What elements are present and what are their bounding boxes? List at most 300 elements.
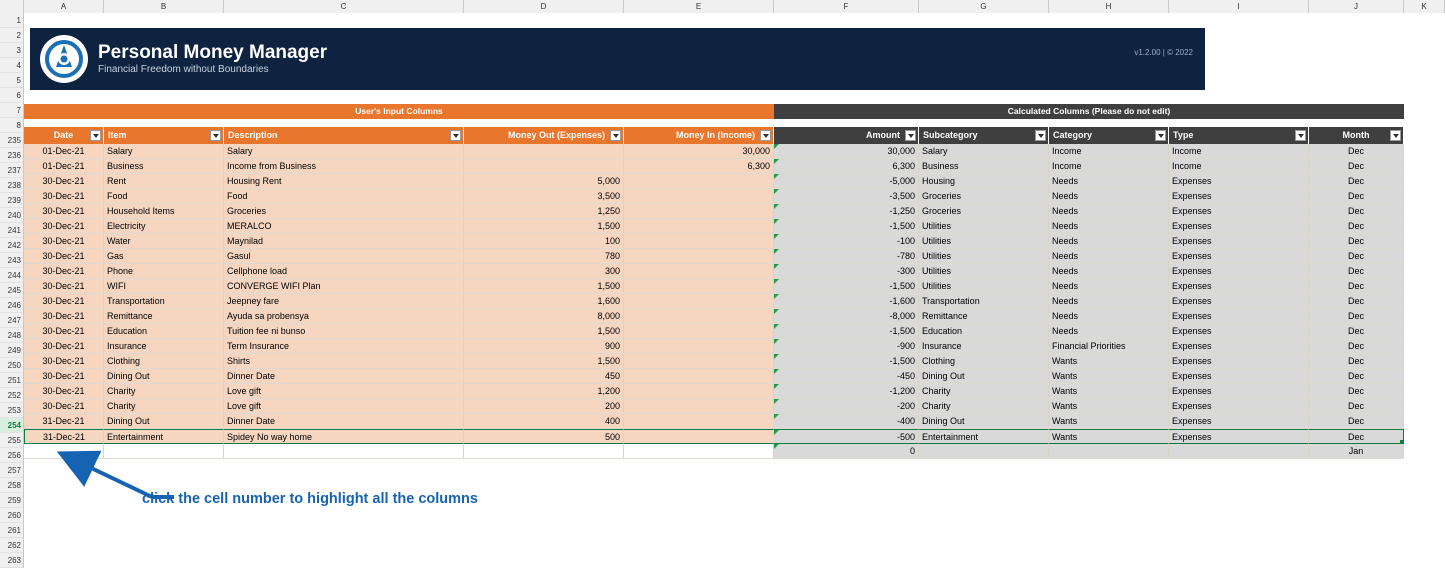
cell-money_in[interactable] <box>624 444 774 459</box>
column-header-a[interactable]: A <box>24 0 104 13</box>
table-row[interactable] <box>24 279 1404 294</box>
cell-subcategory[interactable]: Transportation <box>919 294 1049 309</box>
cell-type[interactable]: Expenses <box>1169 399 1309 414</box>
cell-category[interactable]: Needs <box>1049 204 1169 219</box>
cell-money_out[interactable]: 3,500 <box>464 189 624 204</box>
cell-description[interactable]: Food <box>224 189 464 204</box>
cell-category[interactable]: Needs <box>1049 219 1169 234</box>
table-row[interactable] <box>24 354 1404 369</box>
cell-date[interactable]: 01-Dec-21 <box>24 144 104 159</box>
header-label: Description <box>228 130 278 140</box>
cell-item[interactable]: Charity <box>104 399 224 414</box>
column-header-e[interactable]: E <box>624 0 774 13</box>
header-label: Money In (Income) <box>675 130 755 140</box>
table-row[interactable] <box>24 234 1404 249</box>
cell-description[interactable]: Dinner Date <box>224 414 464 429</box>
cell-type[interactable]: Expenses <box>1169 324 1309 339</box>
cell-money_in[interactable] <box>624 309 774 324</box>
filter-dropdown-icon[interactable] <box>1155 130 1166 141</box>
filter-dropdown-icon[interactable] <box>905 130 916 141</box>
cell-money_in[interactable] <box>624 234 774 249</box>
row-number-249[interactable]: 249 <box>0 343 23 358</box>
table-row[interactable] <box>24 144 1404 159</box>
cell-amount[interactable]: 0 <box>774 444 919 459</box>
cell-category[interactable]: Wants <box>1049 399 1169 414</box>
row-number-gutter[interactable] <box>0 13 24 568</box>
cell-subcategory[interactable]: Utilities <box>919 279 1049 294</box>
cell-category[interactable]: Needs <box>1049 294 1169 309</box>
row-number-257[interactable]: 257 <box>0 463 23 478</box>
cell-money_out[interactable]: 5,000 <box>464 174 624 189</box>
cell-money_out[interactable] <box>464 144 624 159</box>
table-row[interactable] <box>24 174 1404 189</box>
table-row[interactable] <box>24 339 1404 354</box>
row-number-5[interactable]: 5 <box>0 73 23 88</box>
cell-amount[interactable]: -1,600 <box>774 294 919 309</box>
cell-item[interactable]: Insurance <box>104 339 224 354</box>
cell-item[interactable]: Food <box>104 189 224 204</box>
cell-subcategory[interactable]: Charity <box>919 384 1049 399</box>
row-number-261[interactable]: 261 <box>0 523 23 538</box>
cell-date[interactable]: 30-Dec-21 <box>24 324 104 339</box>
app-banner <box>30 28 1205 90</box>
cell-date[interactable]: 30-Dec-21 <box>24 294 104 309</box>
cell-description[interactable]: Love gift <box>224 384 464 399</box>
column-header-j[interactable]: J <box>1309 0 1404 13</box>
row-number-243[interactable]: 243 <box>0 253 23 268</box>
cell-subcategory[interactable]: Housing <box>919 174 1049 189</box>
row-number-235[interactable]: 235 <box>0 133 23 148</box>
cell-type[interactable]: Expenses <box>1169 174 1309 189</box>
row-number-248[interactable]: 248 <box>0 328 23 343</box>
cell-description[interactable]: Ayuda sa probensya <box>224 309 464 324</box>
cell-amount[interactable]: 6,300 <box>774 159 919 174</box>
cell-subcategory[interactable]: Clothing <box>919 354 1049 369</box>
row-number-242[interactable]: 242 <box>0 238 23 253</box>
table-row[interactable] <box>24 249 1404 264</box>
cell-description[interactable]: Spidey No way home <box>224 429 464 444</box>
cell-money_in[interactable] <box>624 399 774 414</box>
cell-month[interactable]: Dec <box>1309 384 1404 399</box>
table-row[interactable] <box>24 309 1404 324</box>
cell-date[interactable]: 30-Dec-21 <box>24 189 104 204</box>
cell-date[interactable]: 30-Dec-21 <box>24 339 104 354</box>
cell-date[interactable]: 30-Dec-21 <box>24 249 104 264</box>
cell-type[interactable] <box>1169 444 1309 459</box>
cell-description[interactable]: Income from Business <box>224 159 464 174</box>
cell-category[interactable]: Wants <box>1049 384 1169 399</box>
cell-amount[interactable]: -200 <box>774 399 919 414</box>
cell-money_out[interactable]: 8,000 <box>464 309 624 324</box>
cell-date[interactable]: 30-Dec-21 <box>24 384 104 399</box>
cell-amount[interactable]: 30,000 <box>774 144 919 159</box>
cell-money_out[interactable]: 1,200 <box>464 384 624 399</box>
cell-subcategory[interactable]: Utilities <box>919 249 1049 264</box>
row-number-260[interactable]: 260 <box>0 508 23 523</box>
row-number-245[interactable]: 245 <box>0 283 23 298</box>
cell-type[interactable]: Expenses <box>1169 384 1309 399</box>
cell-date[interactable]: 30-Dec-21 <box>24 279 104 294</box>
cell-amount[interactable]: -900 <box>774 339 919 354</box>
cell-type[interactable]: Income <box>1169 159 1309 174</box>
cell-money_out[interactable]: 1,500 <box>464 279 624 294</box>
cell-date[interactable]: 01-Dec-21 <box>24 159 104 174</box>
cell-category[interactable]: Wants <box>1049 429 1169 444</box>
cell-money_in[interactable] <box>624 324 774 339</box>
cell-category[interactable]: Needs <box>1049 189 1169 204</box>
cell-category[interactable] <box>1049 444 1169 459</box>
cell-money_out[interactable]: 100 <box>464 234 624 249</box>
cell-money_in[interactable] <box>624 174 774 189</box>
cell-subcategory[interactable]: Utilities <box>919 234 1049 249</box>
row-number-258[interactable]: 258 <box>0 478 23 493</box>
cell-type[interactable]: Income <box>1169 144 1309 159</box>
filter-dropdown-icon[interactable] <box>1295 130 1306 141</box>
cell-item[interactable]: Salary <box>104 144 224 159</box>
filter-dropdown-icon[interactable] <box>1035 130 1046 141</box>
cell-item[interactable]: Household Items <box>104 204 224 219</box>
column-header-i[interactable]: I <box>1169 0 1309 13</box>
cell-item[interactable]: Dining Out <box>104 369 224 384</box>
group-header-row <box>24 104 1404 119</box>
cell-money_out[interactable]: 200 <box>464 399 624 414</box>
cell-money_out[interactable]: 300 <box>464 264 624 279</box>
cell-category[interactable]: Needs <box>1049 234 1169 249</box>
cell-subcategory[interactable]: Utilities <box>919 264 1049 279</box>
cell-type[interactable]: Expenses <box>1169 219 1309 234</box>
cell-amount[interactable]: -1,500 <box>774 219 919 234</box>
cell-money_in[interactable] <box>624 219 774 234</box>
cell-description[interactable]: Dinner Date <box>224 369 464 384</box>
row-number-6[interactable]: 6 <box>0 88 23 103</box>
table-row[interactable] <box>24 204 1404 219</box>
cell-money_in[interactable] <box>624 384 774 399</box>
cell-date[interactable]: 30-Dec-21 <box>24 399 104 414</box>
row-number-256[interactable]: 256 <box>0 448 23 463</box>
cell-type[interactable]: Expenses <box>1169 429 1309 444</box>
cell-money_out[interactable] <box>464 444 624 459</box>
row-number-1[interactable]: 1 <box>0 13 23 28</box>
cell-item[interactable]: Business <box>104 159 224 174</box>
cell-amount[interactable]: -500 <box>774 429 919 444</box>
filter-dropdown-icon[interactable] <box>450 130 461 141</box>
row-number-253[interactable]: 253 <box>0 403 23 418</box>
cell-type[interactable]: Expenses <box>1169 264 1309 279</box>
cell-amount[interactable]: -1,500 <box>774 354 919 369</box>
cell-type[interactable]: Expenses <box>1169 204 1309 219</box>
cell-description[interactable]: Shirts <box>224 354 464 369</box>
cell-subcategory[interactable]: Education <box>919 324 1049 339</box>
filter-dropdown-icon[interactable] <box>90 130 101 141</box>
table-row[interactable] <box>24 189 1404 204</box>
row-number-263[interactable]: 263 <box>0 553 23 568</box>
cell-subcategory[interactable]: Entertainment <box>919 429 1049 444</box>
cell-category[interactable]: Income <box>1049 159 1169 174</box>
cell-category[interactable]: Wants <box>1049 414 1169 429</box>
row-number-2[interactable]: 2 <box>0 28 23 43</box>
cell-month[interactable]: Dec <box>1309 204 1404 219</box>
cell-item[interactable]: Gas <box>104 249 224 264</box>
row-number-8[interactable]: 8 <box>0 118 23 133</box>
cell-month[interactable]: Dec <box>1309 429 1404 444</box>
column-header-g[interactable]: G <box>919 0 1049 13</box>
cell-amount[interactable]: -400 <box>774 414 919 429</box>
cell-description[interactable]: Gasul <box>224 249 464 264</box>
table-row[interactable] <box>24 444 1404 459</box>
cell-money_in[interactable] <box>624 249 774 264</box>
cell-description[interactable]: Salary <box>224 144 464 159</box>
cell-money_out[interactable]: 1,500 <box>464 354 624 369</box>
cell-amount[interactable]: -100 <box>774 234 919 249</box>
cell-date[interactable]: 30-Dec-21 <box>24 219 104 234</box>
row-number-244[interactable]: 244 <box>0 268 23 283</box>
cell-amount[interactable]: -8,000 <box>774 309 919 324</box>
cell-money_in[interactable] <box>624 189 774 204</box>
cell-category[interactable]: Needs <box>1049 309 1169 324</box>
cell-description[interactable]: Groceries <box>224 204 464 219</box>
cell-subcategory[interactable]: Dining Out <box>919 414 1049 429</box>
cell-item[interactable]: Charity <box>104 384 224 399</box>
version-label: v1.2.00 | © 2022 <box>1134 48 1193 57</box>
cell-type[interactable]: Expenses <box>1169 234 1309 249</box>
cell-category[interactable]: Needs <box>1049 264 1169 279</box>
cell-description[interactable]: Love gift <box>224 399 464 414</box>
column-header-type <box>1169 127 1309 144</box>
cell-item[interactable]: Rent <box>104 174 224 189</box>
cell-month[interactable]: Dec <box>1309 234 1404 249</box>
cell-money_out[interactable]: 450 <box>464 369 624 384</box>
cell-item[interactable]: Education <box>104 324 224 339</box>
filter-dropdown-icon[interactable] <box>610 130 621 141</box>
cell-description[interactable] <box>224 444 464 459</box>
cell-money_out[interactable]: 900 <box>464 339 624 354</box>
cell-money_in[interactable]: 6,300 <box>624 159 774 174</box>
cell-money_out[interactable]: 500 <box>464 429 624 444</box>
cell-money_in[interactable] <box>624 294 774 309</box>
cell-item[interactable]: Water <box>104 234 224 249</box>
cell-amount[interactable]: -1,500 <box>774 279 919 294</box>
cell-type[interactable]: Expenses <box>1169 249 1309 264</box>
cell-type[interactable]: Expenses <box>1169 279 1309 294</box>
cell-amount[interactable]: -5,000 <box>774 174 919 189</box>
cell-subcategory[interactable]: Charity <box>919 399 1049 414</box>
cell-date[interactable]: 30-Dec-21 <box>24 309 104 324</box>
cell-money_in[interactable] <box>624 369 774 384</box>
cell-money_out[interactable]: 780 <box>464 249 624 264</box>
table-row[interactable] <box>24 219 1404 234</box>
cell-month[interactable]: Dec <box>1309 399 1404 414</box>
cell-amount[interactable]: -3,500 <box>774 189 919 204</box>
cell-type[interactable]: Expenses <box>1169 189 1309 204</box>
cell-amount[interactable]: -780 <box>774 249 919 264</box>
cell-money_out[interactable]: 400 <box>464 414 624 429</box>
row-number-252[interactable]: 252 <box>0 388 23 403</box>
filter-dropdown-icon[interactable] <box>760 130 771 141</box>
cell-month[interactable]: Dec <box>1309 369 1404 384</box>
cell-money_in[interactable] <box>624 429 774 444</box>
cell-month[interactable]: Dec <box>1309 414 1404 429</box>
cell-month[interactable]: Dec <box>1309 159 1404 174</box>
cell-category[interactable]: Wants <box>1049 369 1169 384</box>
cell-item[interactable]: Electricity <box>104 219 224 234</box>
cell-type[interactable]: Expenses <box>1169 309 1309 324</box>
cell-money_in[interactable] <box>624 339 774 354</box>
cell-month[interactable]: Dec <box>1309 249 1404 264</box>
table-row[interactable] <box>24 384 1404 399</box>
row-number-240[interactable]: 240 <box>0 208 23 223</box>
filter-dropdown-icon[interactable] <box>1390 130 1401 141</box>
column-header-f[interactable]: F <box>774 0 919 13</box>
row-number-241[interactable]: 241 <box>0 223 23 238</box>
cell-month[interactable]: Dec <box>1309 144 1404 159</box>
row-number-255[interactable]: 255 <box>0 433 23 448</box>
cell-category[interactable]: Needs <box>1049 174 1169 189</box>
table-row[interactable] <box>24 324 1404 339</box>
cell-subcategory[interactable]: Groceries <box>919 204 1049 219</box>
cell-type[interactable]: Expenses <box>1169 414 1309 429</box>
cell-subcategory[interactable]: Salary <box>919 144 1049 159</box>
column-header-k[interactable]: K <box>1404 0 1445 13</box>
cell-item[interactable]: WIFI <box>104 279 224 294</box>
row-number-247[interactable]: 247 <box>0 313 23 328</box>
cell-month[interactable]: Dec <box>1309 174 1404 189</box>
column-header-h[interactable]: H <box>1049 0 1169 13</box>
cell-description[interactable]: Term Insurance <box>224 339 464 354</box>
select-all-corner[interactable] <box>0 0 24 13</box>
column-header-item <box>104 127 224 144</box>
table-row[interactable] <box>24 159 1404 174</box>
cell-month[interactable]: Dec <box>1309 339 1404 354</box>
cell-month[interactable]: Jan <box>1309 444 1404 459</box>
cell-month[interactable]: Dec <box>1309 219 1404 234</box>
cell-money_out[interactable]: 1,500 <box>464 219 624 234</box>
cell-item[interactable] <box>104 444 224 459</box>
cell-category[interactable]: Needs <box>1049 249 1169 264</box>
cell-date[interactable]: 30-Dec-21 <box>24 264 104 279</box>
cell-item[interactable]: Transportation <box>104 294 224 309</box>
cell-description[interactable]: MERALCO <box>224 219 464 234</box>
cell-subcategory[interactable]: Business <box>919 159 1049 174</box>
cell-subcategory[interactable]: Remittance <box>919 309 1049 324</box>
cell-subcategory[interactable]: Utilities <box>919 219 1049 234</box>
cell-money_in[interactable]: 30,000 <box>624 144 774 159</box>
row-number-239[interactable]: 239 <box>0 193 23 208</box>
cell-date[interactable]: 30-Dec-21 <box>24 234 104 249</box>
row-number-250[interactable]: 250 <box>0 358 23 373</box>
cell-month[interactable]: Dec <box>1309 189 1404 204</box>
cell-item[interactable]: Clothing <box>104 354 224 369</box>
cell-description[interactable]: Tuition fee ni bunso <box>224 324 464 339</box>
cell-item[interactable]: Dining Out <box>104 414 224 429</box>
cell-type[interactable]: Expenses <box>1169 294 1309 309</box>
cell-money_in[interactable] <box>624 354 774 369</box>
cell-date[interactable]: 30-Dec-21 <box>24 174 104 189</box>
cell-date[interactable]: 31-Dec-21 <box>24 429 104 444</box>
cell-money_in[interactable] <box>624 264 774 279</box>
table-row[interactable] <box>24 414 1404 429</box>
cell-subcategory[interactable] <box>919 444 1049 459</box>
cell-money_out[interactable]: 1,600 <box>464 294 624 309</box>
cell-category[interactable]: Wants <box>1049 354 1169 369</box>
cell-amount[interactable]: -300 <box>774 264 919 279</box>
cell-date[interactable]: 30-Dec-21 <box>24 204 104 219</box>
row-number-259[interactable]: 259 <box>0 493 23 508</box>
row-number-3[interactable]: 3 <box>0 43 23 58</box>
cell-month[interactable]: Dec <box>1309 354 1404 369</box>
cell-item[interactable]: Phone <box>104 264 224 279</box>
column-header-money-out-expenses <box>464 127 624 144</box>
column-header-b[interactable]: B <box>104 0 224 13</box>
cell-month[interactable]: Dec <box>1309 324 1404 339</box>
cell-money_out[interactable]: 1,250 <box>464 204 624 219</box>
row-number-7[interactable]: 7 <box>0 103 23 118</box>
cell-item[interactable]: Entertainment <box>104 429 224 444</box>
cell-description[interactable]: Cellphone load <box>224 264 464 279</box>
table-row[interactable] <box>24 264 1404 279</box>
cell-description[interactable]: Housing Rent <box>224 174 464 189</box>
cell-money_in[interactable] <box>624 414 774 429</box>
cell-subcategory[interactable]: Groceries <box>919 189 1049 204</box>
cell-money_out[interactable] <box>464 159 624 174</box>
row-number-4[interactable]: 4 <box>0 58 23 73</box>
row-number-236[interactable]: 236 <box>0 148 23 163</box>
table-row[interactable] <box>24 429 1404 444</box>
cell-type[interactable]: Expenses <box>1169 339 1309 354</box>
cell-category[interactable]: Income <box>1049 144 1169 159</box>
column-header-c[interactable]: C <box>224 0 464 13</box>
row-number-254[interactable]: 254 <box>0 418 23 433</box>
cell-amount[interactable]: -1,250 <box>774 204 919 219</box>
cell-money_in[interactable] <box>624 204 774 219</box>
cell-type[interactable]: Expenses <box>1169 354 1309 369</box>
cell-money_in[interactable] <box>624 279 774 294</box>
cell-date[interactable]: 30-Dec-21 <box>24 354 104 369</box>
cell-description[interactable]: CONVERGE WIFI Plan <box>224 279 464 294</box>
row-number-262[interactable]: 262 <box>0 538 23 553</box>
cell-date[interactable] <box>24 444 104 459</box>
filter-dropdown-icon[interactable] <box>210 130 221 141</box>
group-header-calculated: Calculated Columns (Please do not edit) <box>774 104 1404 119</box>
cell-category[interactable]: Needs <box>1049 279 1169 294</box>
cell-month[interactable]: Dec <box>1309 294 1404 309</box>
cell-description[interactable]: Jeepney fare <box>224 294 464 309</box>
row-number-246[interactable]: 246 <box>0 298 23 313</box>
cell-month[interactable]: Dec <box>1309 309 1404 324</box>
cell-category[interactable]: Needs <box>1049 324 1169 339</box>
cell-money_out[interactable]: 1,500 <box>464 324 624 339</box>
cell-date[interactable]: 30-Dec-21 <box>24 369 104 384</box>
cell-subcategory[interactable]: Dining Out <box>919 369 1049 384</box>
cell-amount[interactable]: -1,200 <box>774 384 919 399</box>
row-number-251[interactable]: 251 <box>0 373 23 388</box>
row-number-238[interactable]: 238 <box>0 178 23 193</box>
table-row[interactable] <box>24 369 1404 384</box>
table-row[interactable] <box>24 399 1404 414</box>
cell-month[interactable]: Dec <box>1309 264 1404 279</box>
cell-type[interactable]: Expenses <box>1169 369 1309 384</box>
cell-category[interactable]: Financial Priorities <box>1049 339 1169 354</box>
cell-description[interactable]: Maynilad <box>224 234 464 249</box>
cell-date[interactable]: 31-Dec-21 <box>24 414 104 429</box>
table-row[interactable] <box>24 294 1404 309</box>
row-number-237[interactable]: 237 <box>0 163 23 178</box>
cell-amount[interactable]: -450 <box>774 369 919 384</box>
column-header-d[interactable]: D <box>464 0 624 13</box>
cell-amount[interactable]: -1,500 <box>774 324 919 339</box>
cell-subcategory[interactable]: Insurance <box>919 339 1049 354</box>
cell-month[interactable]: Dec <box>1309 279 1404 294</box>
cell-item[interactable]: Remittance <box>104 309 224 324</box>
